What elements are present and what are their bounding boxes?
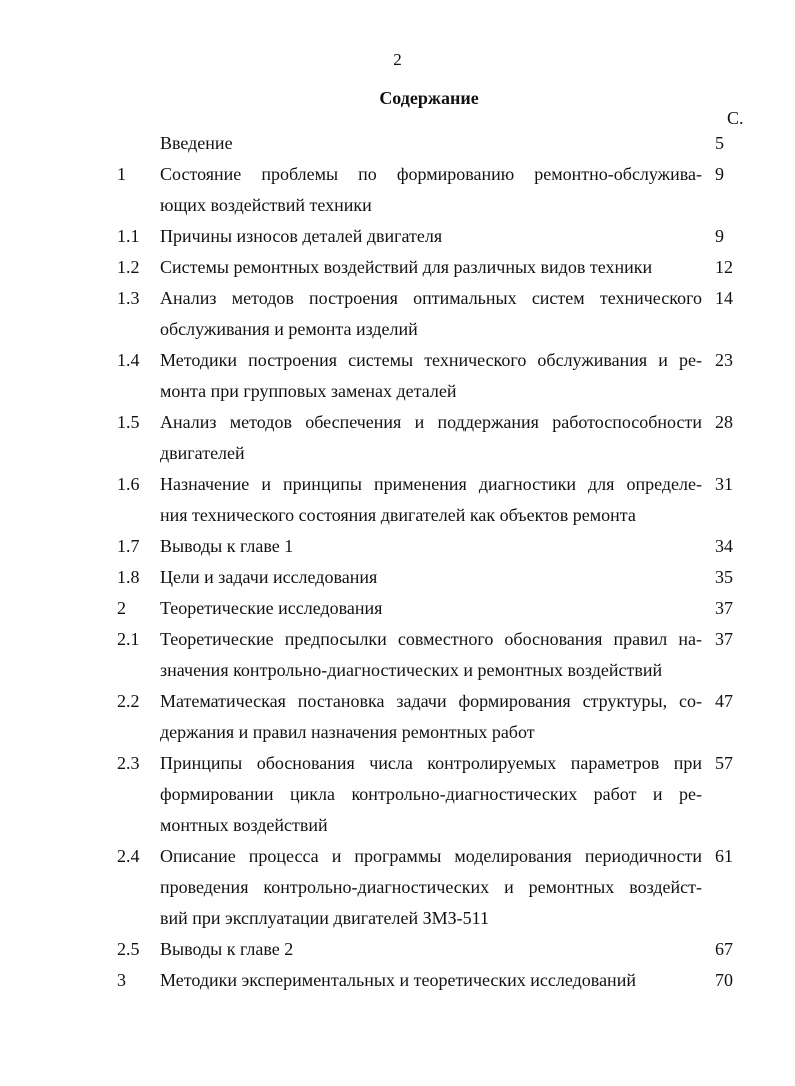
toc-entry-text	[160, 841, 702, 934]
toc-entry-page: 9	[715, 226, 724, 246]
toc-entry-number: 2.3	[117, 753, 140, 773]
toc-entry-number: 1.6	[117, 474, 140, 494]
toc-entry-number: 2.1	[117, 629, 140, 649]
toc-entry-page: 47	[715, 691, 733, 711]
toc-entry	[0, 686, 795, 748]
toc-entry-line: держания и правил назначения ремонтных работ	[160, 722, 535, 742]
toc-entry-line: обслуживания и ремонта изделий	[160, 319, 418, 339]
toc-entry	[0, 283, 795, 345]
toc-entry-line: Методики построения системы технического обслуживания и ре-	[160, 350, 702, 370]
toc-entry-number: 2.5	[117, 939, 140, 959]
toc-entry-text	[160, 686, 702, 748]
toc-entry-number: 1.8	[117, 567, 140, 587]
toc-entry-page: 34	[715, 536, 733, 556]
toc-entry-line: монта при групповых заменах деталей	[160, 381, 457, 401]
toc-entry-line: проведения контрольно-диагностических и ремонтных воздейст-	[160, 877, 702, 897]
toc-entry-page: 5	[715, 133, 724, 153]
toc-entry-text	[160, 624, 702, 686]
toc-entry	[0, 531, 795, 562]
toc-entry-line: ющих воздействий техники	[160, 195, 372, 215]
toc-entry-line: значения контрольно-диагностических и ремонтных воздействий	[160, 660, 663, 680]
toc-entry	[0, 562, 795, 593]
toc-entry	[0, 159, 795, 221]
toc-entry-line: Принципы обоснования числа контролируемых параметров при	[160, 753, 702, 773]
toc-entry-line: Теоретические предпосылки совместного обоснования правил на-	[160, 629, 702, 649]
toc-entry-number: 1.2	[117, 257, 140, 277]
toc-entry-text	[160, 748, 702, 841]
toc-entry	[0, 345, 795, 407]
toc-entry-number: 1.5	[117, 412, 140, 432]
toc-entry	[0, 593, 795, 624]
toc-entry-text	[160, 593, 702, 624]
toc-entry-line: монтных воздействий	[160, 815, 328, 835]
toc-entry-page: 14	[715, 288, 733, 308]
toc-entry	[0, 407, 795, 469]
toc-entry-text	[160, 221, 702, 252]
toc-entry-number: 2.4	[117, 846, 140, 866]
toc-entry-line: Математическая постановка задачи формирования структуры, со-	[160, 691, 702, 711]
toc-entry-line: формировании цикла контрольно-диагностических работ и ре-	[160, 784, 702, 804]
toc-entry-number: 1.7	[117, 536, 140, 556]
toc-entry	[0, 624, 795, 686]
toc-entry-line: Системы ремонтных воздействий для различных видов техники	[160, 257, 653, 277]
toc-entry-number: 1	[117, 164, 126, 184]
toc-entry-page: 23	[715, 350, 733, 370]
toc-entry-page: 61	[715, 846, 733, 866]
toc-entry	[0, 748, 795, 841]
toc-entry-line: Теоретические исследования	[160, 598, 383, 618]
toc-entry-page: 67	[715, 939, 733, 959]
toc-entry-page: 9	[715, 164, 724, 184]
page-column-label: С.	[727, 108, 744, 128]
toc-entry-page: 28	[715, 412, 733, 432]
toc-entry-page: 70	[715, 970, 733, 990]
toc-entry-number: 1.4	[117, 350, 140, 370]
toc-entry-page: 31	[715, 474, 733, 494]
toc-entry	[0, 128, 795, 159]
toc-entry-line: Назначение и принципы применения диагностики для определе-	[160, 474, 702, 494]
toc-entry-line: Методики экспериментальных и теоретических исследований	[160, 970, 636, 990]
toc-entry	[0, 841, 795, 934]
toc-entry-number: 1.1	[117, 226, 140, 246]
toc-entry	[0, 965, 795, 996]
toc-entry	[0, 934, 795, 965]
toc-entry-line: Анализ методов построения оптимальных систем технического	[160, 288, 702, 308]
toc-entry-text	[160, 531, 702, 562]
toc-entry-line: Цели и задачи исследования	[160, 567, 378, 587]
toc-entry-text	[160, 252, 702, 283]
toc-entry-page: 12	[715, 257, 733, 277]
toc-entry-line: ния технического состояния двигателей как объектов ремонта	[160, 505, 636, 525]
toc-entry-text	[160, 562, 702, 593]
toc-entry-number: 2.2	[117, 691, 140, 711]
toc-entry	[0, 252, 795, 283]
toc-entry-number: 2	[117, 598, 126, 618]
toc-entry	[0, 221, 795, 252]
toc-entry-text	[160, 407, 702, 469]
toc-entry-line: Выводы к главе 1	[160, 536, 294, 556]
page-number: 2	[393, 50, 402, 69]
toc-entry-text	[160, 469, 702, 531]
toc-entry-text	[160, 283, 702, 345]
toc-entry-line: вий при эксплуатации двигателей ЗМЗ-511	[160, 908, 489, 928]
toc-entry-text	[160, 128, 702, 159]
toc-entry-text	[160, 965, 702, 996]
toc-entry-text	[160, 934, 702, 965]
toc-entry-line: Введение	[160, 133, 233, 153]
toc-entry-number: 1.3	[117, 288, 140, 308]
toc-entry-line: Описание процесса и программы моделирования периодичности	[160, 846, 702, 866]
toc-entry	[0, 469, 795, 531]
toc-entry-page: 37	[715, 629, 733, 649]
table-of-contents	[0, 128, 795, 996]
toc-entry-text	[160, 159, 702, 221]
toc-entry-line: Состояние проблемы по формированию ремонтно-обслужива-	[160, 164, 702, 184]
page-title: Содержание	[379, 88, 479, 108]
toc-entry-line: Анализ методов обеспечения и поддержания работоспособности	[160, 412, 702, 432]
toc-entry-number: 3	[117, 970, 126, 990]
toc-entry-text	[160, 345, 702, 407]
toc-entry-page: 57	[715, 753, 733, 773]
toc-entry-page: 35	[715, 567, 733, 587]
toc-entry-page: 37	[715, 598, 733, 618]
toc-entry-line: Причины износов деталей двигателя	[160, 226, 443, 246]
toc-entry-line: Выводы к главе 2	[160, 939, 294, 959]
toc-entry-line: двигателей	[160, 443, 245, 463]
